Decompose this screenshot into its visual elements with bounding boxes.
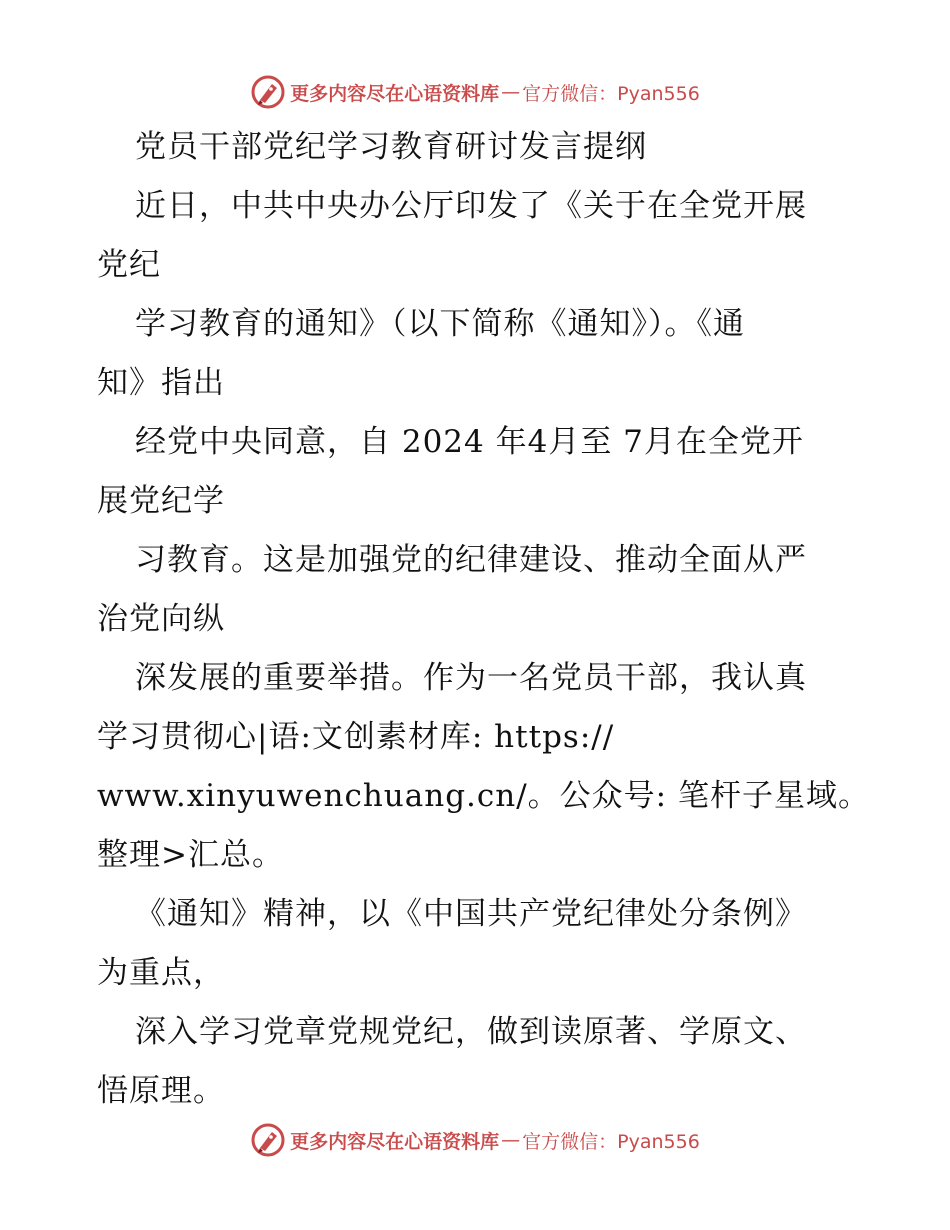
pen-nib-logo-icon bbox=[250, 74, 286, 110]
banner-wechat-id: 官方微信：Pyan556 bbox=[522, 82, 700, 105]
paragraph-line: www.xinyuwenchuang.cn/。公众号: 笔杆子星域。 bbox=[97, 778, 870, 814]
paragraph-line: 展党纪学 bbox=[97, 483, 225, 519]
paragraph-line: 习教育。这是加强党的纪律建设、推动全面从严 bbox=[135, 542, 807, 578]
paragraph-line: 经党中央同意，自 2024 年4月至 7月在全党开 bbox=[135, 424, 804, 460]
paragraph-line: 深入学习党章党规党纪，做到读原著、学原文、 bbox=[135, 1014, 807, 1050]
paragraph-line: 知》指出 bbox=[97, 365, 225, 401]
document-body bbox=[97, 118, 870, 1121]
paragraph-line: 《通知》精神，以《中国共产党纪律处分条例》 bbox=[135, 896, 807, 932]
document-title: 党员干部党纪学习教育研讨发言提纲 bbox=[135, 129, 647, 165]
paragraph-line: 治党向纵 bbox=[97, 601, 225, 637]
paragraph-line: 悟原理。 bbox=[97, 1073, 225, 1109]
banner-separator: — bbox=[501, 1129, 521, 1151]
banner-title: 更多内容尽在心语资料库 bbox=[290, 82, 500, 105]
paragraph-line: 党纪 bbox=[97, 247, 161, 283]
paragraph-line: 整理>汇总。 bbox=[97, 837, 284, 873]
paragraph-line: 学习教育的通知》（以下简称《通知》）。《通 bbox=[135, 306, 745, 342]
paragraph-line: 近日，中共中央办公厅印发了《关于在全党开展 bbox=[135, 188, 807, 224]
banner-title: 更多内容尽在心语资料库 bbox=[290, 1130, 500, 1153]
footer-banner bbox=[0, 1120, 950, 1160]
paragraph-line: 学习贯彻心|语:文创素材库: https:// bbox=[97, 719, 615, 755]
paragraph-line: 为重点， bbox=[97, 955, 225, 991]
header-banner bbox=[0, 72, 950, 112]
paragraph-line: 深发展的重要举措。作为一名党员干部，我认真 bbox=[135, 660, 807, 696]
pen-nib-logo-icon bbox=[250, 1122, 286, 1158]
banner-separator: — bbox=[501, 81, 521, 103]
banner-wechat-id: 官方微信：Pyan556 bbox=[522, 1130, 700, 1153]
